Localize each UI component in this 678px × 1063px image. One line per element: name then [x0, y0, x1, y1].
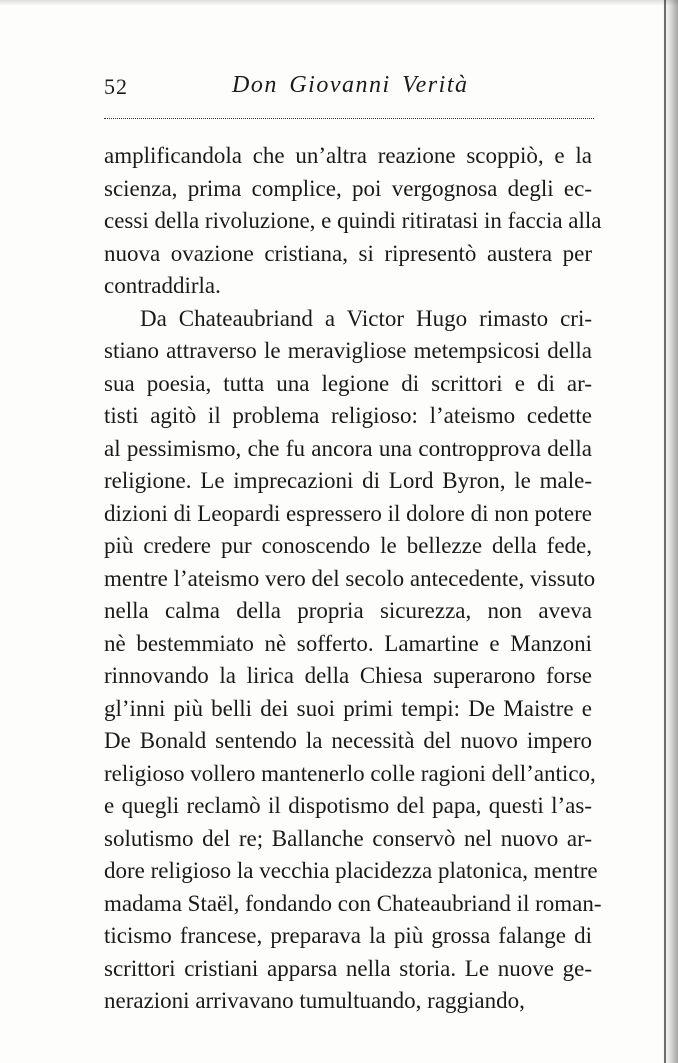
text-line: più credere pur conoscendo le bellezze della fede, — [104, 533, 592, 558]
page-number: 52 — [104, 74, 128, 99]
text-line: rinnovando la lirica della Chiesa superarono forse — [104, 663, 592, 688]
text-line: Da Chateaubriand a Victor Hugo rimasto cri- — [140, 305, 592, 331]
text-line: scrittori cristiani apparsa nella storia. Le nuove ge- — [104, 955, 592, 981]
text-line: nella calma della propria sicurezza, non aveva — [104, 598, 592, 623]
text-line: amplificandola che un’altra reazione scoppiò, e la — [104, 143, 592, 168]
text-line: gl’inni più belli dei suoi primi tempi: De Maistre e — [104, 695, 592, 721]
text-line: De Bonald sentendo la necessità del nuovo impero — [104, 728, 592, 753]
text-line: stiano attraverso le meravigliose metempsicosi della — [104, 338, 592, 363]
text-line: al pessimismo, che fu ancora una contropprova della — [104, 435, 592, 461]
text-line: nerazioni arrivavano tumultuando, raggiando, — [104, 988, 525, 1013]
text-line: mentre l’ateismo vero del secolo antecedente, vissuto — [104, 565, 596, 591]
text-line: madama Staël, fondando con Chateaubriand il roman- — [104, 890, 602, 916]
scan-edge-line — [664, 0, 666, 1063]
text-line: tisti agitò il problema religioso: l’ateismo cedette — [104, 403, 592, 428]
text-line: dore religioso la vecchia placidezza platonica, mentre — [104, 858, 598, 883]
text-line: ticismo francese, preparava la più grossa falange di — [104, 923, 592, 948]
text-line: religioso vollero mantenerlo colle ragioni dell’antico, — [104, 760, 596, 786]
text-line: sua poesia, tutta una legione di scrittori e di ar- — [104, 370, 592, 396]
text-line: dizioni di Leopardi espressero il dolore di non potere — [104, 500, 592, 526]
text-line: cessi della rivoluzione, e quindi ritiratasi in faccia alla — [104, 208, 602, 233]
text-line: e quegli reclamò il dispotismo del papa, questi l’as- — [104, 793, 592, 818]
text-line: solutismo del re; Ballanche conservò nel nuovo ar- — [104, 825, 592, 851]
text-line: nuova ovazione cristiana, si ripresentò austera per — [104, 240, 592, 266]
body-text — [104, 140, 602, 1018]
text-line: contraddirla. — [104, 273, 221, 298]
text-line: religione. Le imprecazioni di Lord Byron, le male- — [104, 468, 592, 493]
scan-top-edge — [0, 0, 678, 6]
running-title: Don Giovanni Verità — [232, 72, 469, 98]
running-head — [104, 70, 594, 104]
header-rule — [104, 118, 594, 119]
text-line: scienza, prima complice, poi vergognosa degli ec- — [104, 175, 592, 201]
text-line: nè bestemmiato nè sofferto. Lamartine e Manzoni — [104, 630, 592, 656]
